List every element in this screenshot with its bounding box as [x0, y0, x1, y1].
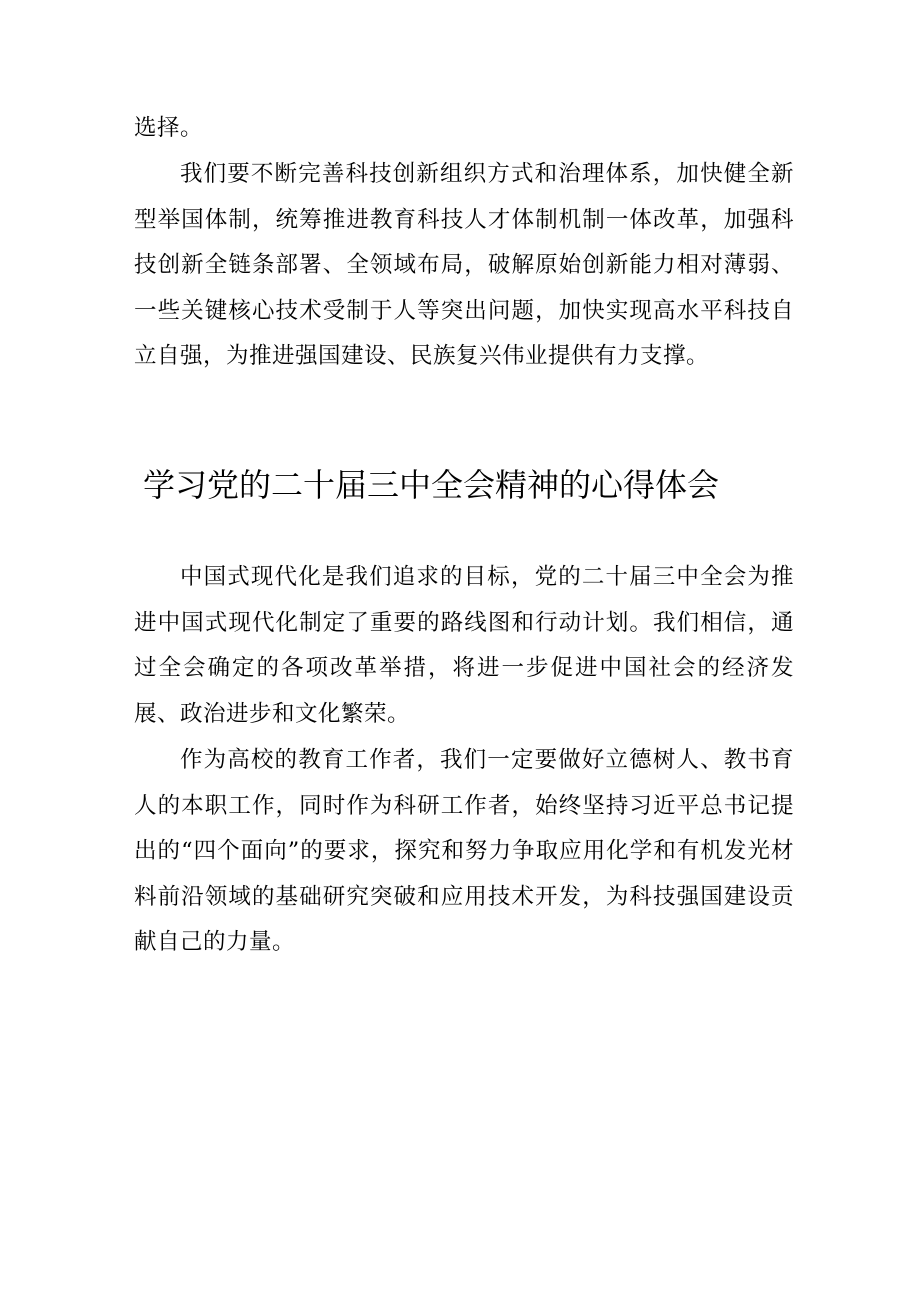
section-heading: 学习党的二十届三中全会精神的心得体会 [143, 466, 720, 504]
paragraph-educator-role: 作为高校的教育工作者，我们一定要做好立德树人、教书育人的本职工作，同时作为科研工作者，始终坚持习近平总书记提出的“四个面向”的要求，探究和努力争取应用化学和有机发光材料前沿领域的基础研究突破和应用技术开发，为科技强国建设贡献自己的力量。 [134, 747, 794, 955]
paragraph-science-innovation: 我们要不断完善科技创新组织方式和治理体系，加快健全新型举国体制，统筹推进教育科技人才体制机制一体改革，加强科技创新全链条部署、全领域布局，破解原始创新能力相对薄弱、一些关键核心技术受制于人等突出问题，加快实现高水平科技自立自强，为推进强国建设、民族复兴伟业提供有力支撑。 [134, 161, 794, 369]
paragraph-continuation: 选择。 [134, 115, 204, 141]
paragraph-modernization: 中国式现代化是我们追求的目标，党的二十届三中全会为推进中国式现代化制定了重要的路线图和行动计划。我们相信，通过全会确定的各项改革举措，将进一步促进中国社会的经济发展、政治进步和文化繁荣。 [134, 564, 794, 727]
